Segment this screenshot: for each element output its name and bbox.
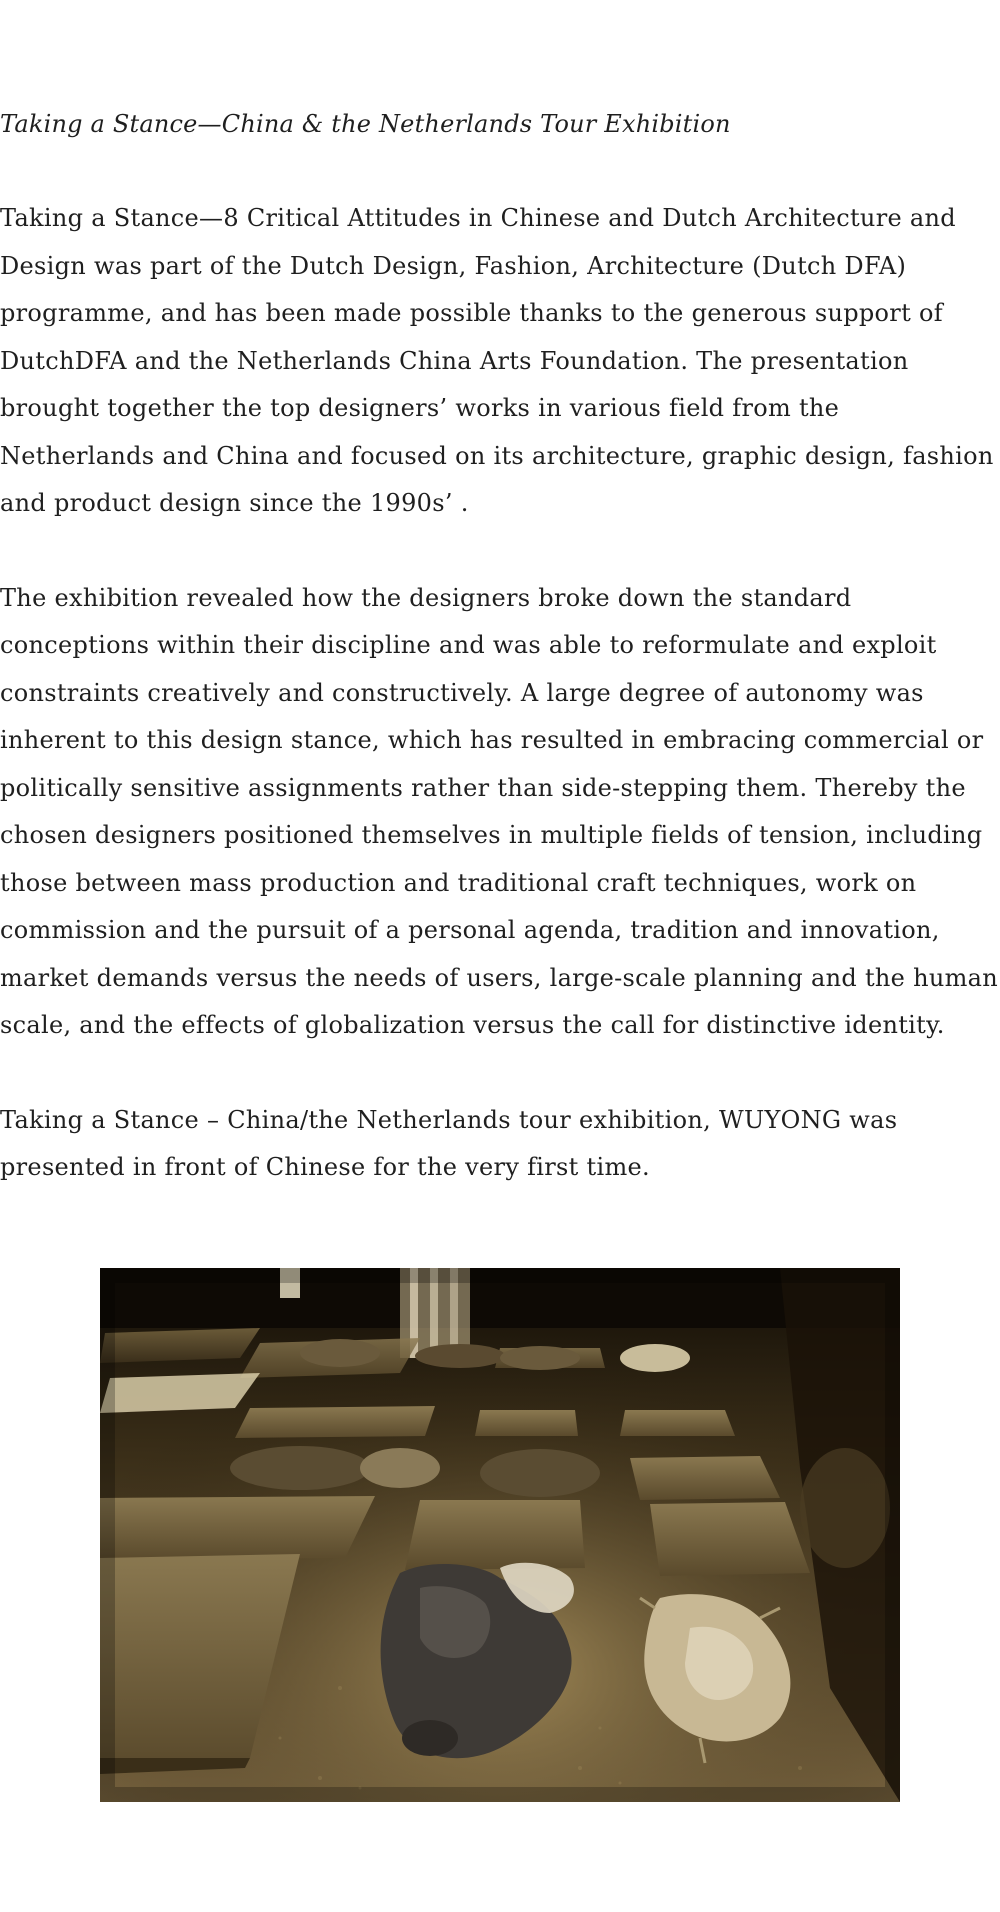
- exhibition-subtitle: Taking a Stance—China & the Netherlands Tour Exhibition: [0, 110, 731, 138]
- article-body: [0, 100, 1000, 1192]
- description-paragraph: The exhibition revealed how the designers broke down the standard conceptions within their discipline and was able to reformulate and exploit constraints creatively and constructively. A large degree of autonomy was inherent to this design stance, which has resulted in embracing commercial or politically sensitive assignments rather than side-stepping them. Thereby the chosen designers positioned themselves in multiple fields of tension, including those between mass production and traditional craft techniques, work on commission and the pursuit of a personal agenda, tradition and innovation, market demands versus the needs of users, large-scale planning and the human scale, and the effects of globalization versus the call for distinctive identity.: [0, 583, 999, 1039]
- spacer: [0, 1050, 1000, 1097]
- exhibition-photo-illustration: [100, 1268, 900, 1802]
- intro-paragraph: Taking a Stance—8 Critical Attitudes in Chinese and Dutch Architecture and Design was part of the Dutch Design, Fashion, Architecture (Dutch DFA) programme, and has been made possible thanks to the generous support of DutchDFA and the Netherlands China Arts Foundation. The presentation brought together the top designers’ works in various field from the Netherlands and China and focused on its architecture, graphic design, fashion and product design since the 1990s’ .: [0, 204, 994, 517]
- spacer: [0, 148, 1000, 195]
- spacer: [0, 528, 1000, 575]
- closing-paragraph: Taking a Stance – China/the Netherlands tour exhibition, WUYONG was presented in front of Chinese for the very first time.: [0, 1105, 898, 1181]
- exhibition-photo: [100, 1268, 900, 1802]
